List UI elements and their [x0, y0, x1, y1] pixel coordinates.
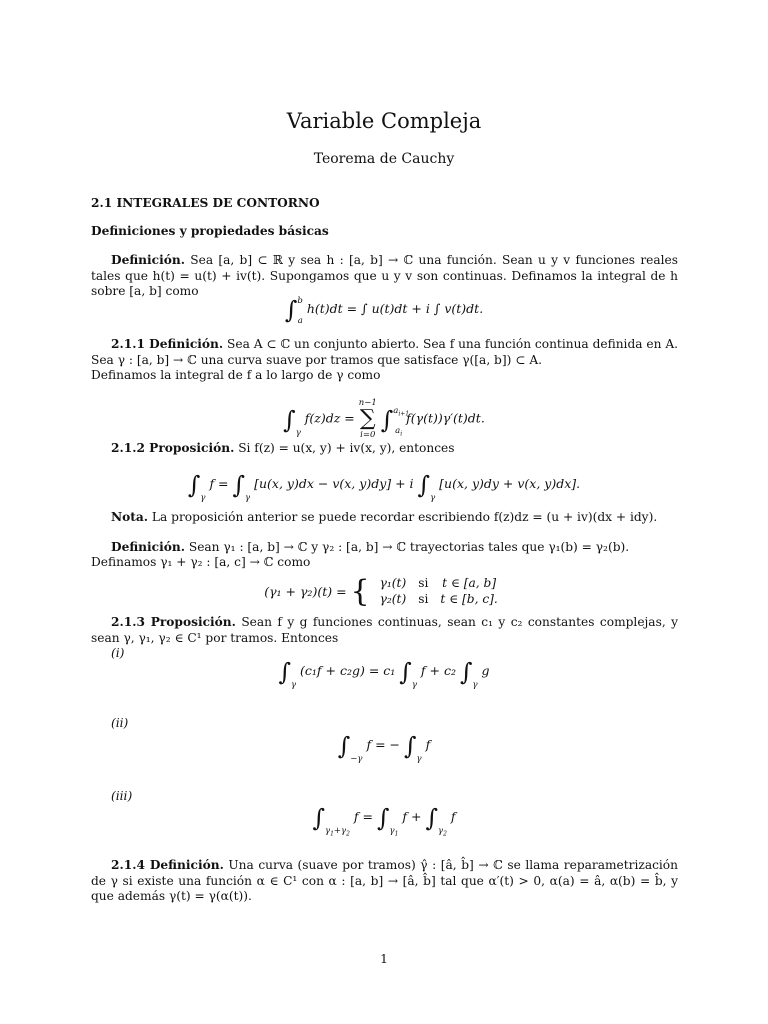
definition-2-1-4-label: 2.1.4 Definición. — [111, 858, 224, 872]
piecewise-lhs: (γ₁ + γ₂)(t) = — [264, 583, 347, 599]
equation-2-1-2-part3: [u(x, y)dy + v(x, y)dx]. — [439, 476, 581, 491]
equation-linearity: $\int_\gamma$ (c₁f + c₂g) = c₁ $\int_\gamma$ f + c₂ $\int_\gamma$ g — [278, 658, 490, 690]
equation-proposition-2-1-2: $\int_\gamma$ $f = \int_\gamma$ [u(x, y)dx − v(x, y)dy] + i $\int_\gamma$ [u(x, y)dy + v(x, y)dx]. — [187, 471, 581, 503]
definition-2-1-4-paragraph — [91, 858, 678, 905]
linearity-part3: g — [481, 663, 490, 678]
definition-sum-line2: Definamos γ₁ + γ₂ : [a, c] → ℂ como — [91, 555, 311, 569]
note-paragraph — [91, 510, 678, 526]
equation-integral-h: ∫$^b_a$ h(t)dt = ∫ u(t)dt + i ∫ v(t)dt. — [284, 296, 484, 326]
page-number: 1 — [380, 952, 388, 966]
definition-2-1-1-line2: Definamos la integral de f a lo largo de γ como — [91, 368, 381, 382]
case-condition: t ∈ [a, b] — [442, 576, 497, 590]
linearity-part1: (c₁f + c₂g) = c₁ — [300, 663, 396, 678]
item-label-i: (i) — [111, 646, 125, 660]
proposition-2-1-3-text: Sean f y g funciones continuas, sean c₁ y c₂ constantes complejas, y sean γ, γ₁, γ₂ ∈ C¹ por tramos. Entonces — [91, 615, 679, 645]
definition-2-1-4-text: Una curva (suave por tramos) γ̂ : [â, b̂] → ℂ se llama reparametrización de γ si existe una función α ∈ C¹ con α : [a, b] → [â, b̂] tal que α′(t) > 0, α(a) = â, α(b) = b̂, y que además γ(t) = γ(α(t)). — [91, 858, 678, 903]
proposition-2-1-2-label: 2.1.2 Proposición. — [111, 441, 235, 455]
definition-text: Sea [a, b] ⊂ ℝ y sea h : [a, b] → ℂ una función. Sean u y v funciones reales tales que h(t) = u(t) + iv(t). Supongamos que u y v son continuas. Definamos la integral de h sobre [a, b] como — [91, 253, 678, 298]
piecewise-case-row — [374, 576, 504, 592]
equation-integral-h-text: h(t)dt = ∫ u(t)dt + i ∫ v(t)dt. — [306, 301, 484, 316]
note-text: La proposición anterior se puede recordar escribiendo f(z)dz = (u + iv)(dx + idy). — [151, 510, 658, 524]
equation-2-1-2-part2: [u(x, y)dx − v(x, y)dy] + i — [254, 476, 414, 491]
proposition-2-1-3-label: 2.1.3 Proposición. — [111, 615, 236, 629]
section-heading: 2.1 INTEGRALES DE CONTORNO — [91, 196, 320, 210]
equation-contour-rhs: f(γ(t))γ′(t)dt. — [406, 410, 485, 426]
left-brace: { — [350, 573, 370, 609]
case-si: si — [418, 591, 429, 606]
definition-sum-text: Sean γ₁ : [a, b] → ℂ y γ₂ : [a, b] → ℂ trayectorias tales que γ₁(b) = γ₂(b). — [188, 540, 630, 554]
proposition-2-1-2-paragraph — [91, 441, 678, 457]
item-label-ii: (ii) — [111, 716, 129, 730]
piecewise-cases — [374, 576, 504, 607]
proposition-2-1-3-paragraph — [91, 615, 678, 646]
equation-piecewise — [0, 573, 768, 609]
piecewise-case-row — [374, 592, 504, 608]
linearity-part2: f + c₂ — [420, 663, 456, 678]
reverse-part1: f = − — [366, 737, 400, 752]
page-subtitle: Teorema de Cauchy — [313, 151, 455, 167]
path-sum-part2: f + — [402, 809, 422, 824]
case-value: γ₁(t) — [379, 576, 407, 590]
definition-2-1-1-paragraph — [91, 337, 678, 368]
path-sum-part3: f — [450, 809, 456, 824]
definition-label: Definición. — [111, 253, 185, 267]
case-si: si — [418, 576, 429, 590]
equation-contour-integral: $\int_\gamma$ f(z)dz = n−1 ∑ i=0 ∫$^{a_{i+1}}_{a_i}$ f(γ(t))γ′(t)dt. — [283, 398, 485, 440]
definition-intro-paragraph — [91, 253, 678, 300]
sum-sign: n−1 ∑ i=0 — [358, 398, 377, 440]
equation-path-sum: $\int_{\gamma_1+\gamma_2}$ $f = \int_{\gamma_1}$ $f + \int_{\gamma_2}$ f — [312, 804, 456, 838]
note-label: Nota. — [111, 510, 149, 524]
subsection-heading: Definiciones y propiedades básicas — [91, 224, 329, 238]
case-value: γ₂(t) — [379, 591, 407, 606]
definition-2-1-1-text: Sea A ⊂ ℂ un conjunto abierto. Sea f una función continua definida en A. Sea γ : [a, b] → ℂ una curva suave por tramos que satisface γ([a, b]) ⊂ A. — [91, 337, 679, 367]
case-condition: t ∈ [b, c]. — [440, 591, 498, 606]
proposition-2-1-2-text: Si f(z) = u(x, y) + iv(x, y), entonces — [238, 441, 455, 455]
equation-2-1-2-part1: f = — [209, 476, 229, 491]
definition-sum-paragraph — [91, 540, 678, 556]
item-label-iii: (iii) — [111, 789, 133, 803]
definition-sum-label: Definición. — [111, 540, 185, 554]
definition-2-1-1-label: 2.1.1 Definición. — [111, 337, 224, 351]
path-sum-part1: f = — [353, 809, 373, 824]
reverse-part2: f — [425, 737, 431, 752]
equation-reverse-path: $\int_{-\gamma}$ f = − $\int_\gamma$ f — [337, 732, 431, 764]
equation-contour-lhs: f(z)dz = — [304, 410, 355, 426]
page-title: Variable Compleja — [286, 109, 482, 133]
